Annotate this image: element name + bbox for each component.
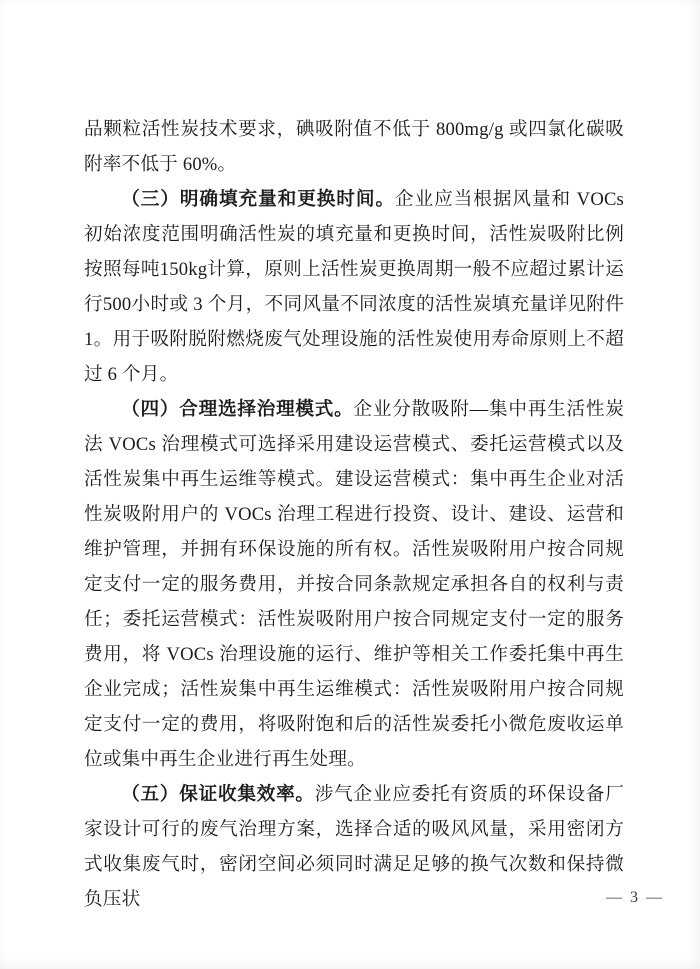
document-body [84, 112, 624, 917]
paragraph-lead: （四）合理选择治理模式。 [121, 399, 354, 420]
paragraph-text: 企业应当根据风量和 VOCs 初始浓度范围明确活性炭的填充量和更换时间，活性炭吸附比例按照每吨150kg计算，原则上活性炭更换周期一般不应超过累计运行500小时或 3 个月，不同风量不同浓度的活性炭填充量详见附件 1。用于吸附脱附燃烧废气处理设施的活性炭使用寿命原则上不超过 6 个月。 [84, 189, 624, 385]
paragraph-continuation [84, 112, 624, 182]
paragraph-item-four [84, 392, 624, 777]
paragraph-lead: （三）明确填充量和更换时间。 [121, 189, 396, 210]
paragraph-item-three [84, 182, 624, 392]
paragraph-text: 涉气企业应委托有资质的环保设备厂家设计可行的废气治理方案，选择合适的吸风风量，采用密闭方式收集废气时，密闭空间必须同时满足足够的换气次数和保持微负压状 [84, 784, 624, 910]
paragraph-text: 企业分散吸附—集中再生活性炭法 VOCs 治理模式可选择采用建设运营模式、委托运营模式以及活性炭集中再生运维等模式。建设运营模式：集中再生企业对活性炭吸附用户的 VOCs 治理工程进行投资、设计、建设、运营和维护管理，并拥有环保设施的所有权。活性炭吸附用户按合同规定支付一定的服务费用，并按合同条款规定承担各自的权利与责任；委托运营模式：活性炭吸附用户按合同规定支付一定的服务费用，将 VOCs 治理设施的运行、维护等相关工作委托集中再生企业完成；活性炭集中再生运维模式：活性炭吸附用户按合同规定支付一定的费用，将吸附饱和后的活性炭委托小微危废收运单位或集中再生企业进行再生处理。 [84, 399, 624, 770]
paragraph-lead: （五）保证收集效率。 [121, 784, 315, 805]
paragraph-item-five [84, 777, 624, 917]
paragraph-text: 品颗粒活性炭技术要求，碘吸附值不低于 800mg/g 或四氯化碳吸附率不低于 60%。 [84, 119, 624, 175]
page-number: — 3 — [606, 889, 664, 906]
